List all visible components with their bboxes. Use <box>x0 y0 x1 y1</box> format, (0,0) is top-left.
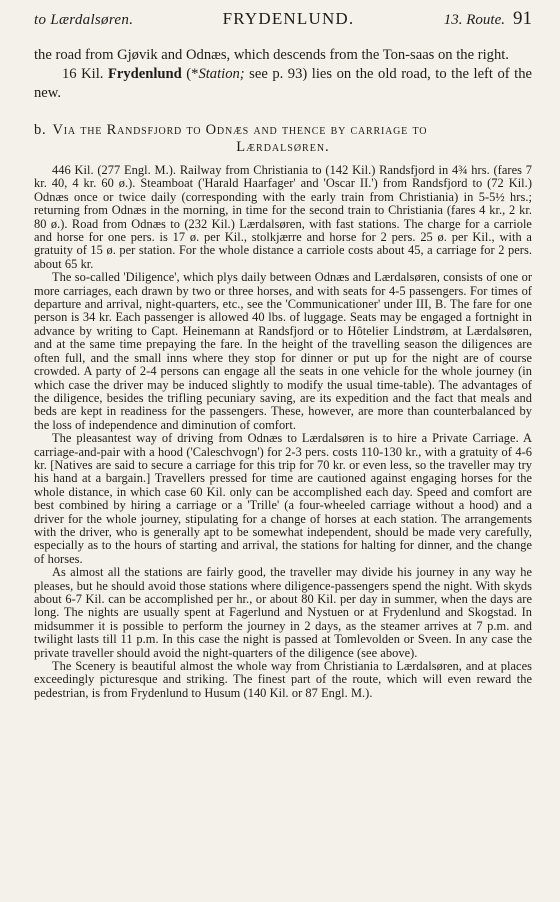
paragraph-scenery: The Scenery is beautiful almost the whole way from Christiania to Lærdalsøren, and at places exceedingly picturesque and striking. The finest part of the route, which will even reward the pedestrian, is from Frydenlund to Husum (140 Kil. or 87 Engl. M.). <box>34 659 532 700</box>
running-header <box>34 8 532 36</box>
header-destination: to Lærdalsøren. <box>34 12 134 28</box>
paragraph-private-carriage: The pleasantest way of driving from Odnæs to Lærdalsøren is to hire a Private Carriage. A carriage-and-pair with a hood ('Caleschvogn') for 2-3 pers. costs 110-130 kr., with a gratuity of 4-6 kr. [Natives are said to secure a carriage for this trip for 70 kr. or even less, so the traveller may try his hand at a bargain.] Travellers pressed for time are cautioned against engaging horses for the whole distance, in which case 60 Kil. only can be accomplished each day. Speed and comfort are best combined by hiring a carriage or a 'Trille' (a four-wheeled carriage without a hood) and a driver for the whole journey, stipulating for a change of horses at each station. The arrangements with the driver, who is generally apt to be somewhat independent, should be made very carefully, especially as to the hours of starting and arrival, the stations for halting for dinner, and the change of horses. <box>34 431 532 566</box>
paragraph-diligence: The so-called 'Diligence', which plys daily between Odnæs and Lærdalsøren, consists of one or more carriages, each drawn by two or three horses, and with seats for 4-5 passengers. For times of departure and arrival, night-quarters, etc., see the 'Communicationer' under III, B. The fare for one person is 34 kr. Each passenger is allowed 40 lbs. of luggage. Seats may be engaged a fortnight in advance by writing to Capt. Heinemann at Randsfjord or to Hôtelier Lindstrøm, at Lærdalsøren, and at the same time prepaying the fare. In the height of the travelling season the diligences are often full, and the small inns where they stop for dinner or put up for the night are of course crowded. A party of 2-4 persons can engage all the seats in one vehicle for the whole journey (in which case the driver may be induced slightly to modify the usual time-table). The advantages of the diligence, besides the trifling pecuniary saving, are its expedition and the fact that meals and beds are kept in readiness for the passengers. These, however, are more than counterbalanced by the loss of independence and diminution of comfort. <box>34 270 532 432</box>
kil-prefix: 16 Kil. <box>62 66 108 82</box>
paragraph-stations: As almost all the stations are fairly good, the traveller may divide his journey in any way he pleases, but he should avoid those stations where diligence-passengers spend the night. With skyds about 6-7 Kil. can be accomplished per hr., or about 80 Kil. per day in summer, when the days are long. The nights are usually spent at Fagerlund and Nystuen or at Frydenlund and Skogstad. In midsummer it is possible to perform the journey in 2 days, as the steamer arrives at 7 p.m. and twilight lasts till 11 p.m. In this case the night is passed at Tomlevolden or Sveen. In any case the private traveller should avoid the night-quarters of the diligence (see above). <box>34 565 532 660</box>
place-name: Frydenlund <box>107 66 182 82</box>
section-title: Via the Randsfjord to Odnæs and thence by carriage to <box>52 122 428 138</box>
intro-line: the road from Gjøvik and Odnæs, which descends from the Ton-saas on the right. <box>34 47 509 63</box>
header-route <box>444 8 532 30</box>
page-number: 91 <box>513 8 532 29</box>
section-subtitle: Lærdalsøren. <box>236 139 330 155</box>
station-open: (* <box>181 66 199 82</box>
header-title: FRYDENLUND. <box>222 9 355 28</box>
section-label: b. <box>34 122 47 138</box>
station-rest: see p. 93) lies on the old road, to the left of the new. <box>34 66 532 101</box>
intro-frydenlund <box>34 65 532 103</box>
station-label: Station; <box>198 66 245 82</box>
paragraph-railway: 446 Kil. (277 Engl. M.). Railway from Christiania to (142 Kil.) Randsfjord in 4¾ hrs. (fares 7 kr. 40, 4 kr. 60 ø.). Steamboat ('Harald Haarfager' and 'Oscar II.') from Randsfjord to (72 Kil.) Odnæs once or twice daily (corresponding with the early train from Christiania) in 5-5½ hrs.; returning from Odnæs in the morning, in time for the second train to Christiania (fares 4 kr., 2 kr. 80 ø.). Road from Odnæs to (232 Kil.) Lærdalsøren, with fast stations. The charge for a carriole and horse for one pers. is 17 ø. per Kil., stolkjærre and horse for 2 pers. 25 ø. per Kil., with a gratuity of 15 ø. per station. For the whole distance a carriole costs about 45, a carriage for 2 pers. about 65 kr. <box>34 163 532 271</box>
header-route-label: 13. Route. <box>443 12 505 28</box>
page-content <box>34 46 532 700</box>
section-heading <box>34 121 532 139</box>
